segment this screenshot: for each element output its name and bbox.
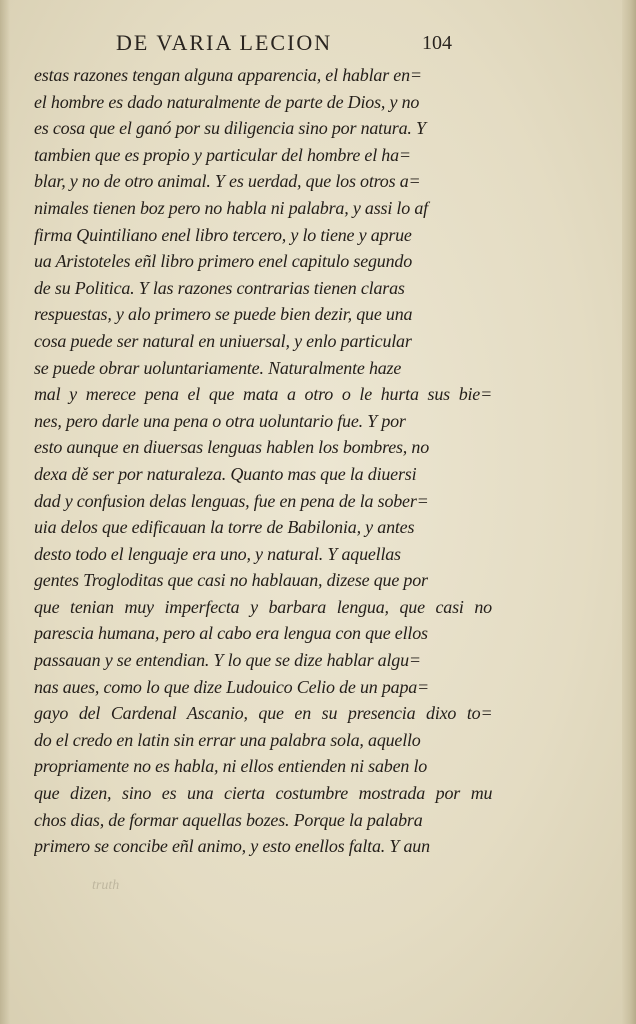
text-line: passauan y se entendian. Y lo que se dize hablar algu=: [34, 650, 421, 671]
text-line: mal y merece pena el que mata a otro o le hurta sus bie=: [34, 384, 492, 405]
text-line: ua Aristoteles eñl libro primero enel capitulo segundo: [34, 251, 412, 272]
text-line: cosa puede ser natural en uniuersal, y enlo particular: [34, 330, 412, 351]
text-line: gayo del Cardenal Ascanio, que en su presencia dixo to=: [34, 703, 492, 724]
running-head: DE VARIA LECION: [116, 30, 333, 55]
text-line: parescia humana, pero al cabo era lengua con que ellos: [34, 623, 428, 644]
text-line: desto todo el lenguaje era uno, y natural. Y aquellas: [34, 543, 401, 564]
body-text: [34, 62, 492, 860]
text-line: firma Quintiliano enel libro tercero, y lo tiene y aprue: [34, 224, 412, 245]
gutter-shadow: [0, 0, 10, 1024]
text-line: el hombre es dado naturalmente de parte de Dios, y no: [34, 91, 420, 112]
text-line: gentes Trogloditas que casi no hablauan, dizese que por: [34, 570, 428, 591]
text-line: nas aues, como lo que dize Ludouico Celio de un papa=: [34, 676, 430, 697]
text-line: que dizen, sino es una cierta costumbre mostrada por mu: [34, 783, 492, 804]
text-line: nimales tienen boz pero no habla ni palabra, y assi lo af: [34, 197, 428, 218]
text-line: nes, pero darle una pena o otra uoluntario fue. Y por: [34, 410, 406, 431]
text-line: que tenian muy imperfecta y barbara lengua, que casi no: [34, 596, 492, 617]
text-line: respuestas, y alo primero se puede bien dezir, que una: [34, 304, 413, 325]
text-line: se puede obrar uoluntariamente. Naturalmente haze: [34, 357, 402, 378]
text-line: chos dias, de formar aquellas bozes. Porque la palabra: [34, 809, 423, 830]
text-line: es cosa que el ganó por su diligencia sino por natura. Y: [34, 118, 426, 139]
text-line: estas razones tengan alguna apparencia, el hablar en=: [34, 65, 422, 85]
page-header: [110, 30, 470, 60]
text-line: primero se concibe eñl animo, y esto enellos falta. Y aun: [34, 836, 430, 857]
text-line: dad y confusion delas lenguas, fue en pena de la sober=: [34, 490, 429, 511]
text-line: esto aunque en diuersas lenguas hablen los bombres, no: [34, 437, 429, 458]
text-line: de su Politica. Y las razones contrarias tienen claras: [34, 277, 405, 298]
page-number: 104: [422, 32, 452, 54]
page-edge: [622, 0, 636, 1024]
text-line: blar, y no de otro animal. Y es uerdad, que los otros a=: [34, 171, 421, 192]
text-line: do el credo en latin sin errar una palabra sola, aquello: [34, 729, 421, 750]
text-line: uia delos que edificauan la torre de Babilonia, y antes: [34, 517, 415, 538]
text-line: propriamente no es habla, ni ellos entienden ni saben lo: [34, 756, 428, 777]
faint-bleed-through: truth: [92, 878, 120, 893]
text-line: tambien que es propio y particular del hombre el ha=: [34, 144, 411, 165]
text-line: dexa dě ser por naturaleza. Quanto mas que la diuersi: [34, 463, 417, 484]
